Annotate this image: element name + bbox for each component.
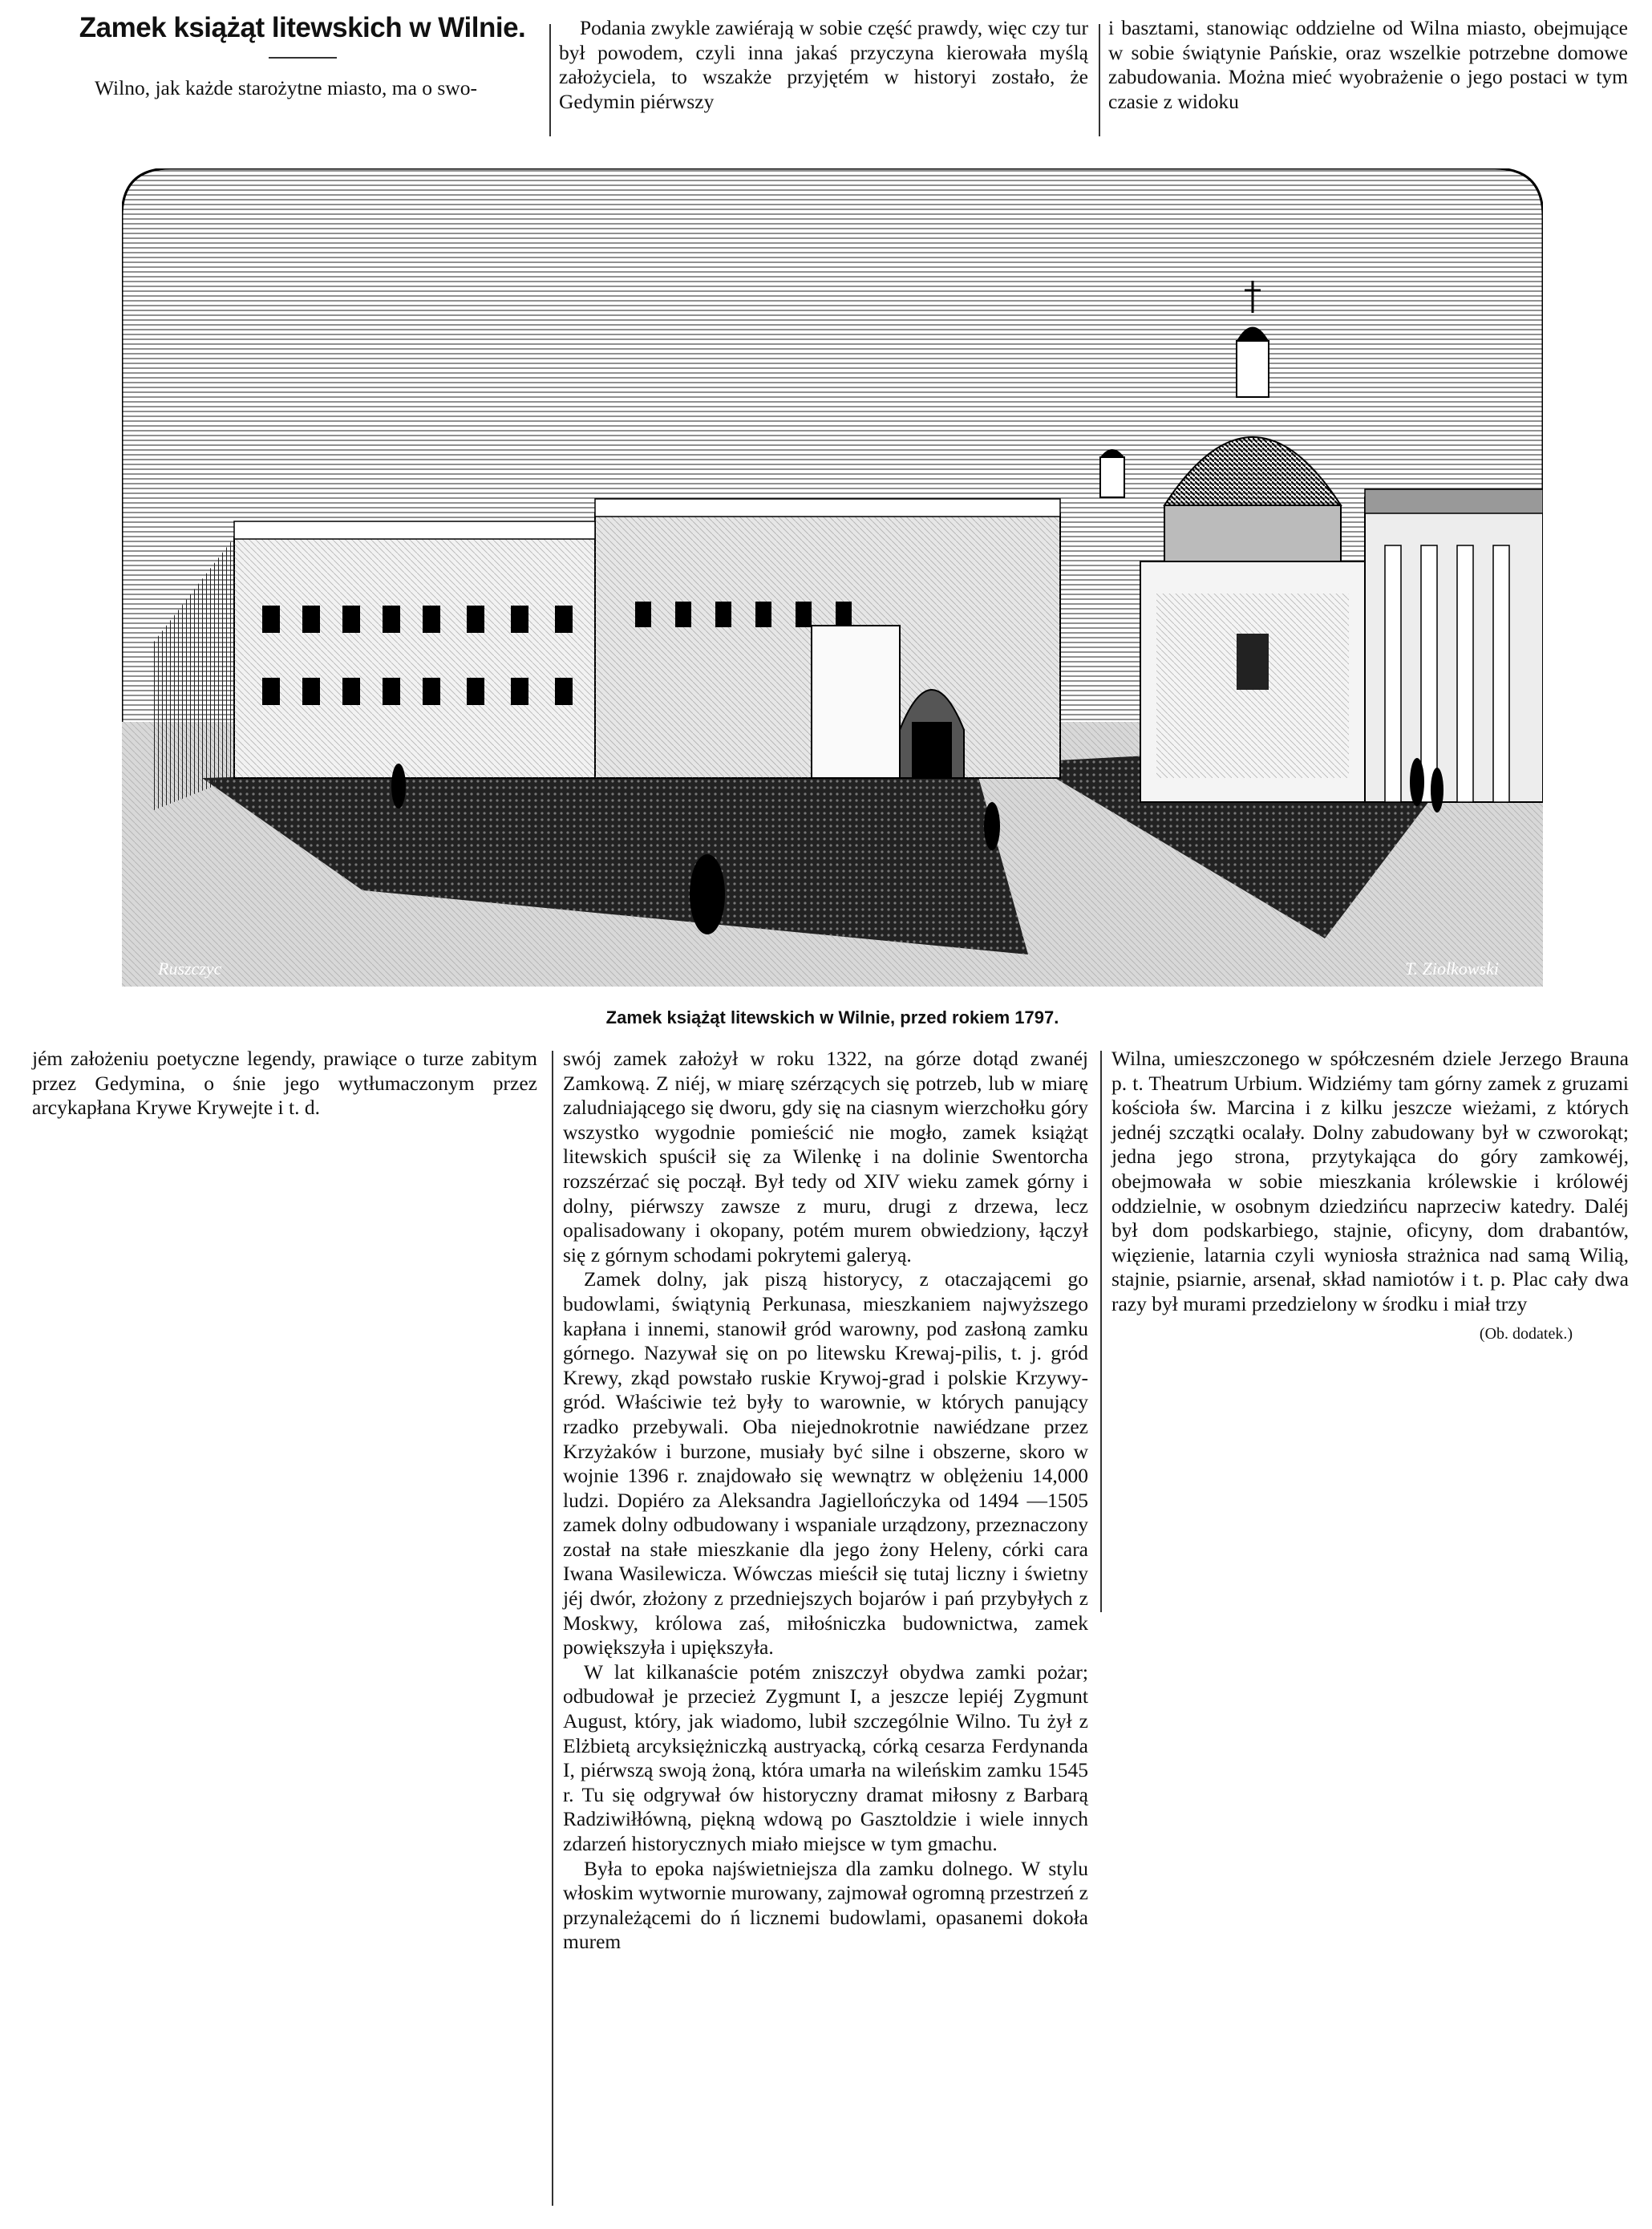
signature-right: T. Ziolkowski — [1405, 958, 1499, 979]
bottom-column-3 — [1111, 1047, 1629, 1346]
column-rule — [1100, 1051, 1102, 1612]
figure-caption: Zamek książąt litewskich w Wilnie, przed rokiem 1797. — [605, 1007, 1059, 1027]
paragraph: Wilna, umieszczonego w spółczesném dziele Jerzego Brauna p. t. Theatrum Urbium. Widziémy tam górny zamek z gruzami kościoła św. Marcina i z kilku jeszcze wieżami, z których jednéj szczątki ocalały. Dolny zabudowany był w czworokąt; jedna jego strona, przytykająca do góry zamkowéj, obejmowała w sobie mieszkania królewskie i królowéj oddzielnie, w osobnym dziedzińcu naprzeciw katedry. Daléj był dom podskarbiego, stajnie, oficyny, dom drabantów, więzienie, latarnia czyli wyniosła strażnica nad samą Wilią, stajnie, psiarnie, arsenał, skład namiotów i t. p. Plac cały dwa razy był murami przedzielony w środku i miał trzy — [1111, 1047, 1629, 1315]
top-column-1 — [74, 12, 531, 100]
paragraph: i basztami, stanowiąc oddzielne od Wilna miasto, obejmujące w sobie świątynie Pańskie, oraz wszelkie potrzebne domowe zabudowania. Można mieć wyobrażenie o jego postaci w tym czasie z widoku — [1108, 16, 1628, 113]
column-rule — [552, 1051, 553, 2206]
paragraph: Zamek dolny, jak piszą historycy, z otaczającemi go budowlami, świątynią Perkunasa, mieszkaniem najwyższego kapłana i innemi, stanowił gród warowny, pod zasłoną zamku górnego. Nazywał się on po litewsku Krewaj-pilis, t. j. gród Krewy, zkąd powstało ruskie Krywoj-grad i polskie Krzywy-gród. Właściwie też były to warownie, w których panujący rzadko przebywali. Oba niejednokrotnie nawiédzane przez Krzyżaków i burzone, musiały być silne i obszerne, skoro w wojnie 1396 r. znajdowało się wewnątrz w oblężeniu 14,000 ludzi. Dopiéro za Aleksandra Jagiellończyka od 1494 —1505 zamek dolny odbudowany i wspaniale urządzony, przeznaczony został na stałe mieszkanie dla jego żony Heleny, córki cara Iwana Wasilewicza. Wówczas mieścił się tutaj liczny i świetny jéj dwór, złożony z przedniejszych bojarów i pań przybyłych z Moskwy, królowa zaś, miłośniczka budownictwa, zamek powiększyła i upiększyła. — [563, 1267, 1088, 1660]
column-rule — [549, 24, 551, 136]
top-column-3 — [1108, 16, 1628, 114]
paragraph: Była to epoka najświetniejsza dla zamku dolnego. W stylu włoskim wytwornie murowany, zajmował ogromną przestrzeń z przynależącemi do ń licznemi budowlami, opasanemi dokoła murem — [563, 1856, 1088, 1954]
bottom-column-2 — [563, 1047, 1088, 1955]
see-supplement-note: (Ob. dodatek.) — [1479, 1324, 1573, 1343]
paragraph: swój zamek założył w roku 1322, na górze dotąd zwanéj Zamkową. Z niéj, w miarę szérzących się potrzeb, lub w miarę zaludniającego się dworu, gdy się na ciasnym wierzchołku góry wszystko wygodnie pomieścić nie mogło, zamek książąt litewskich spuścił się za Wilenkę i na dolinie Swentorcha rozszérzać się począł. Był tedy od XIV wieku zamek górny i dolny, piérwszy zawsze z muru, drugi z drzewa, lecz opalisadowany i okopany, potém murem obwiedziony, łączył się z górnym schodami pokrytemi galeryą. — [563, 1047, 1088, 1266]
top-column-2 — [559, 16, 1088, 114]
paragraph: W lat kilkanaście potém zniszczył obydwa zamki pożar; odbudował je przecież Zygmunt I, a jeszcze lepiéj Zygmunt August, który, jak wiadomo, lubił szczególnie Wilno. Tu żył z Elżbietą arcyksiężniczką austryacką, córką cesarza Ferdynanda I, piérwszą swoją żoną, która umarła na wileńskim zamku 1545 r. Tu się odgrywał ów historyczny dramat miłosny z Barbarą Radziwiłłówną, piękną wdową po Gasztoldzie i wiele innych zdarzeń historycznych miało miejsce w tym gmachu. — [563, 1660, 1088, 1855]
column-rule — [1099, 24, 1100, 136]
article-title: Zamek książąt litewskich w Wilnie. — [79, 12, 526, 43]
paragraph: Wilno, jak każde starożytne miasto, ma o swo- — [95, 75, 477, 99]
paragraph: Podania zwykle zawiérają w sobie część prawdy, więc czy tur był powodem, czyli inna jakaś przyczyna kierowała myślą założyciela, to wszakże przyjętém w historyi zostało, że Gedymin piérwszy — [559, 16, 1088, 113]
paragraph: jém założeniu poetyczne legendy, prawiące o turze zabitym przez Gedymina, o śnie jego wytłumaczonym przez arcykapłana Krywe Krywejte i t. d. — [32, 1047, 537, 1120]
title-divider — [269, 57, 337, 59]
bottom-column-1 — [32, 1047, 537, 1121]
signature-left: Ruszczyc — [158, 958, 222, 979]
castle-engraving — [122, 168, 1543, 987]
